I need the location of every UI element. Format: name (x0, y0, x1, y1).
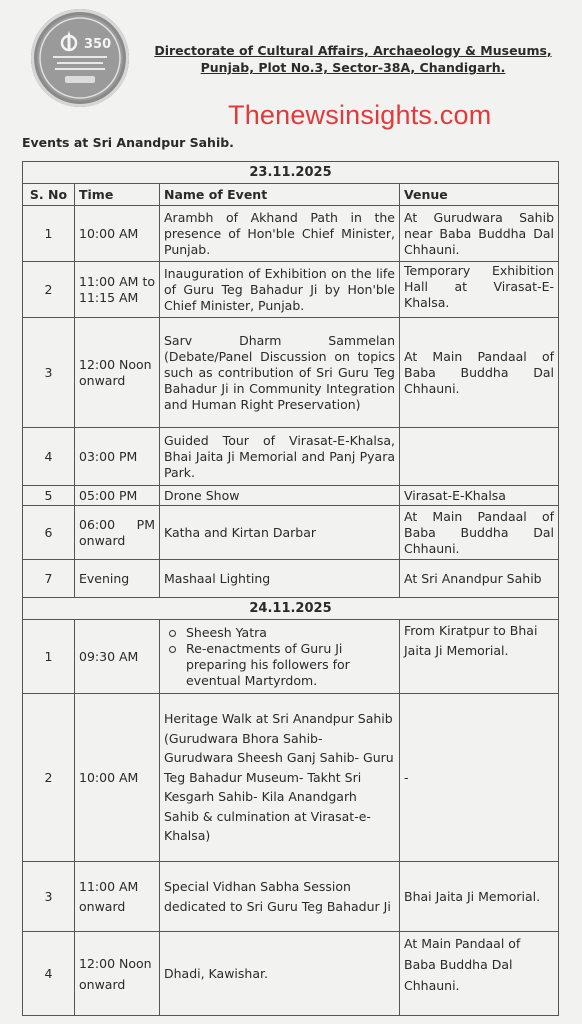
page-heading: Events at Sri Anandpur Sahib. (22, 135, 234, 150)
venue-cell: Temporary Exhibition Hall at Virasat-E-Khalsa. (400, 262, 559, 318)
logo-seal (31, 9, 129, 107)
venue-cell: At Main Pandaal of Baba Buddha Dal Chhauni. (400, 318, 559, 428)
event-cell: Inauguration of Exhibition on the life of Guru Teg Bahadur Ji by Hon'ble Chief Minister, Punjab. (160, 262, 400, 318)
venue-cell: At Main Pandaal of Baba Buddha Dal Chhauni. (400, 932, 559, 1016)
table-row (23, 932, 559, 1016)
column-header-row (23, 184, 559, 206)
sno-cell: 3 (23, 862, 75, 932)
table-row (23, 486, 559, 506)
date-day1: 23.11.2025 (23, 162, 559, 184)
sno-cell: 2 (23, 694, 75, 862)
table-row (23, 506, 559, 560)
time-cell: 10:00 AM (75, 206, 160, 262)
time-cell: Evening (75, 560, 160, 598)
event-bullet-item: Re-enactments of Guru Ji preparing his followers for eventual Martyrdom. (186, 641, 395, 689)
col-header-sno: S. No (23, 184, 75, 206)
sno-cell: 4 (23, 428, 75, 486)
venue-cell: At Gurudwara Sahib near Baba Buddha Dal Chhauni. (400, 206, 559, 262)
venue-cell (400, 428, 559, 486)
venue-cell: From Kiratpur to Bhai Jaita Ji Memorial. (400, 620, 559, 694)
venue-cell: - (400, 694, 559, 862)
header-line-2: Punjab, Plot No.3, Sector-38A, Chandigarh. (200, 60, 506, 75)
sno-cell: 3 (23, 318, 75, 428)
event-cell: Guided Tour of Virasat-E-Khalsa, Bhai Jaita Ji Memorial and Panj Pyara Park. (160, 428, 400, 486)
venue-cell: At Sri Anandpur Sahib (400, 560, 559, 598)
table-row (23, 560, 559, 598)
header-line-1: Directorate of Cultural Affairs, Archaeology & Museums, (154, 43, 552, 58)
event-bullet-list (164, 625, 395, 689)
time-cell: 09:30 AM (75, 620, 160, 694)
time-cell: 03:00 PM (75, 428, 160, 486)
event-cell: Arambh of Akhand Path in the presence of Hon'ble Chief Minister, Punjab. (160, 206, 400, 262)
col-header-time: Time (75, 184, 160, 206)
time-cell: 05:00 PM (75, 486, 160, 506)
event-cell: Dhadi, Kawishar. (160, 932, 400, 1016)
date-row-day2 (23, 598, 559, 620)
event-cell: Heritage Walk at Sri Anandpur Sahib (Gurudwara Bhora Sahib- Gurudwara Sheesh Ganj Sahib- Guru Teg Bahadur Museum- Takht Sri Kesgarh Sahib- Kila Anandgarh Sahib & culmination at Virasat-e-Khalsa) (160, 694, 400, 862)
event-cell: Mashaal Lighting (160, 560, 400, 598)
sno-cell: 5 (23, 486, 75, 506)
sno-cell: 6 (23, 506, 75, 560)
svg-text:350: 350 (84, 37, 112, 52)
event-cell: Katha and Kirtan Darbar (160, 506, 400, 560)
time-cell: 11:00 AM to 11:15 AM (75, 262, 160, 318)
table-row (23, 694, 559, 862)
directorate-header (148, 42, 558, 76)
time-cell: 12:00 Noon onward (75, 932, 160, 1016)
col-header-venue: Venue (400, 184, 559, 206)
col-header-event: Name of Event (160, 184, 400, 206)
event-bullet-item: Sheesh Yatra (186, 625, 395, 641)
table-row (23, 206, 559, 262)
website-watermark: Thenewsinsights.com (228, 100, 492, 130)
sno-cell: 4 (23, 932, 75, 1016)
time-cell: 10:00 AM (75, 694, 160, 862)
sno-cell: 1 (23, 206, 75, 262)
event-cell: Drone Show (160, 486, 400, 506)
table-row (23, 318, 559, 428)
table-row (23, 428, 559, 486)
time-cell: 06:00 PM onward (75, 506, 160, 560)
sno-cell: 1 (23, 620, 75, 694)
event-cell: Special Vidhan Sabha Session dedicated to Sri Guru Teg Bahadur Ji (160, 862, 400, 932)
venue-cell: Virasat-E-Khalsa (400, 486, 559, 506)
venue-cell: At Main Pandaal of Baba Buddha Dal Chhauni. (400, 506, 559, 560)
event-cell: Sarv Dharm Sammelan (Debate/Panel Discussion on topics such as contribution of Sri Guru Teg Bahadur Ji in Community Integration and Human Right Preservation) (160, 318, 400, 428)
events-table (22, 161, 559, 1016)
table-row (23, 862, 559, 932)
sno-cell: 7 (23, 560, 75, 598)
time-cell: 12:00 Noon onward (75, 318, 160, 428)
time-cell: 11:00 AM onward (75, 862, 160, 932)
date-day2: 24.11.2025 (23, 598, 559, 620)
venue-cell: Bhai Jaita Ji Memorial. (400, 862, 559, 932)
date-row-day1 (23, 162, 559, 184)
khanda-emblem-icon (31, 9, 129, 107)
event-cell (160, 620, 400, 694)
sno-cell: 2 (23, 262, 75, 318)
table-row (23, 262, 559, 318)
table-row (23, 620, 559, 694)
